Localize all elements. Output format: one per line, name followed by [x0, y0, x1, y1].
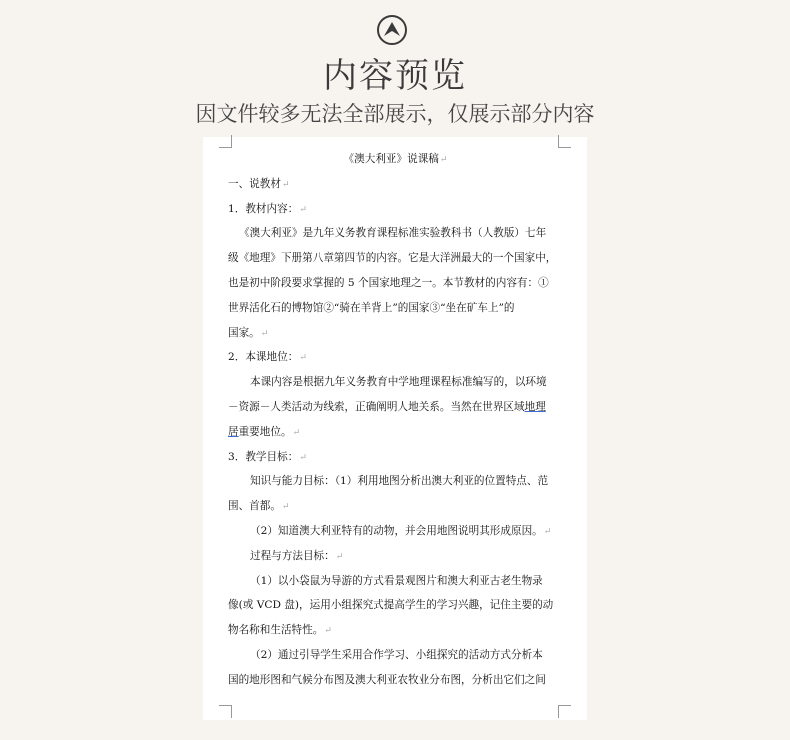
underlined-text: 地理 [524, 400, 546, 413]
subheading-line: 3．教学目标：↵ [228, 450, 307, 463]
corner-mark [219, 705, 232, 718]
subheading-line: 2．本课地位：↵ [228, 351, 307, 364]
text-line: 知识与能力目标：（1）利用地图分析出澳大利亚的位置特点、范 [250, 475, 549, 488]
subheading-line: 1．教材内容：↵ [228, 202, 307, 215]
text-line: －资源－人类活动为线索，正确阐明人地关系。当然在世界区域地理 [228, 400, 546, 413]
text-line: 世界活化石的博物馆②“骑在羊背上”的国家③“坐在矿车上”的 [228, 301, 515, 314]
underlined-text: 居 [228, 425, 239, 438]
text-line: 物名称和生活特性。↵ [228, 624, 332, 637]
text-line: （1）以小袋鼠为导游的方式看景观图片和澳大利亚古老生物录 [250, 574, 543, 587]
page-subtitle: 因文件较多无法全部展示，仅展示部分内容 [195, 102, 595, 126]
text-line: 《澳大利亚》是九年义务教育课程标准实验教科书（人教版）七年 [239, 227, 547, 240]
text-line: 国的地形图和气候分布图及澳大利亚农牧业分布图，分析出它们之间 [228, 673, 546, 686]
page-title: 内容预览 [323, 56, 467, 96]
text-line: 围、首都。↵ [228, 500, 290, 513]
heading-line: 一、说教材↵ [228, 177, 290, 190]
text-line: （2）通过引导学生采用合作学习、小组探究的活动方式分析本 [250, 648, 543, 661]
upload-arrow-icon [377, 15, 407, 45]
document-title: 《澳大利亚》说课稿↵ [343, 153, 448, 165]
text-line: 本课内容是根据九年义务教育中学地理课程标准编写的，以环境 [250, 376, 547, 389]
document-body [228, 147, 563, 693]
text-line: 级《地理》下册第八章第四节的内容。它是大洋洲最大的一个国家中， [228, 252, 557, 265]
text-line: 国家。↵ [228, 326, 269, 339]
document-page [203, 137, 587, 720]
text-line: 过程与方法目标：↵ [250, 549, 344, 562]
text-line: 居重要地位。↵ [228, 425, 301, 438]
text-line: （2）知道澳大利亚特有的动物，并会用地图说明其形成原因。↵ [250, 524, 552, 537]
text-line: 像(或 VCD 盘)，运用小组探究式提高学生的学习兴趣，记住主要的动 [228, 599, 554, 612]
text-line: 也是初中阶段要求掌握的 5 个国家地理之一。本节教材的内容有：① [228, 276, 549, 289]
corner-mark [558, 705, 571, 718]
